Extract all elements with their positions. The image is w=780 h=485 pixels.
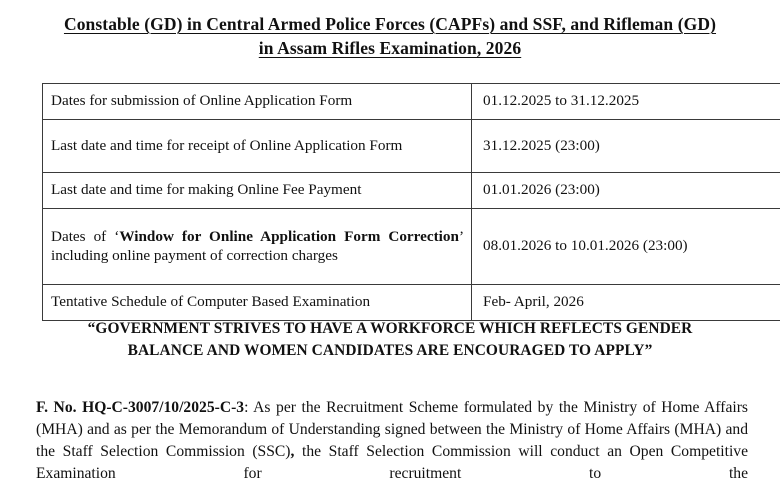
table-row: [43, 120, 780, 173]
schedule-label-cell: Last date and time for receipt of Online Application Form: [43, 120, 472, 173]
schedule-value-cell: 01.01.2026 (23:00): [472, 173, 780, 209]
schedule-label-cell: Tentative Schedule of Computer Based Examination: [43, 285, 472, 321]
correction-label-bold: Window for Online Application Form Correction: [119, 228, 459, 245]
schedule-value-cell: Feb- April, 2026: [472, 285, 780, 321]
correction-label-suffix: ’ including online payment of correction charges: [51, 228, 464, 265]
notice-body-paragraph: [36, 397, 748, 485]
schedule-label-cell: Last date and time for making Online Fee Payment: [43, 173, 472, 209]
slogan-line-1: “GOVERNMENT STRIVES TO HAVE A WORKFORCE WHICH REFLECTS GENDER: [55, 318, 725, 340]
table-row: [43, 285, 780, 321]
correction-label-prefix: Dates of ‘: [51, 228, 119, 245]
page-title-line-1: Constable (GD) in Central Armed Police Forces (CAPFs) and SSF, and Rifleman (GD): [40, 12, 740, 36]
paragraph-text-3: the Staff Selection Commission will conduct an Open Competitive Examination for recruitment to the: [36, 443, 748, 482]
schedule-label-cell: Dates for submission of Online Application Form: [43, 84, 472, 120]
examination-schedule-table: [42, 83, 780, 321]
page-title-line-2: in Assam Rifles Examination, 2026: [40, 36, 740, 60]
paragraph-text-1: : As per the Recruitment Scheme formulated by the Ministry of Home Affairs (MHA) and as per the Memorandum of Understanding signed between the Ministry of Home Affairs (MHA) and the Staff Selection Commission (SSC): [36, 399, 748, 460]
gender-balance-slogan: [55, 318, 725, 362]
table-row: [43, 84, 780, 120]
page-title: [40, 12, 740, 60]
slogan-line-2: BALANCE AND WOMEN CANDIDATES ARE ENCOURAGED TO APPLY”: [55, 340, 725, 362]
table-row: [43, 173, 780, 209]
table-row: [43, 209, 780, 285]
file-number: F. No. HQ-C-3007/10/2025-C-3: [36, 399, 244, 416]
schedule-value-cell: 31.12.2025 (23:00): [472, 120, 780, 173]
schedule-value-cell: 01.12.2025 to 31.12.2025: [472, 84, 780, 120]
schedule-value-cell: 08.01.2026 to 10.01.2026 (23:00): [472, 209, 780, 285]
schedule-label-cell-correction: [43, 209, 472, 285]
paragraph-text-bold-comma: ,: [291, 443, 295, 460]
